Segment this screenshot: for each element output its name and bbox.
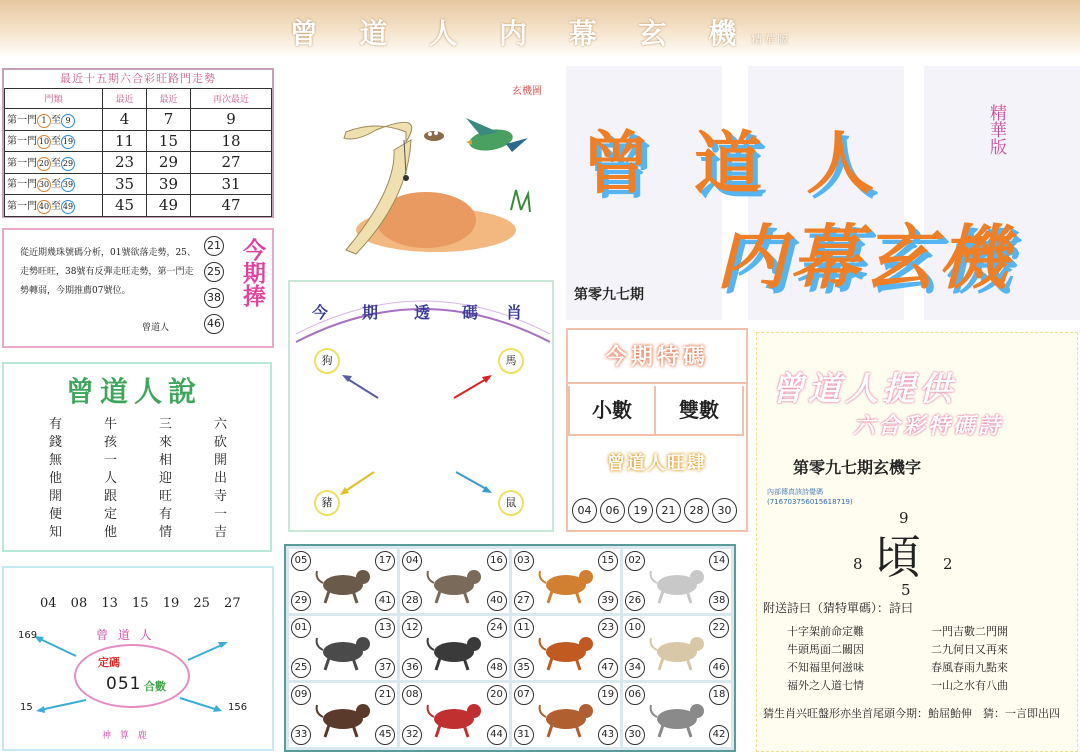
number-ball: 21 <box>375 685 395 705</box>
special-code-wang: 曾道人旺肆 <box>607 453 707 474</box>
table-cell: 39 <box>146 173 190 195</box>
gate-end: 39 <box>61 178 75 192</box>
banner-subtitle: 精華版 <box>751 33 791 46</box>
gate-label: 第一門 <box>7 157 37 169</box>
table-header: 再次最近 <box>190 89 271 109</box>
special-code-header: 今期特碼 <box>568 330 746 384</box>
header-char: 期 <box>362 303 379 322</box>
table-header: 門類 <box>5 89 103 109</box>
header-char: 透 <box>414 303 431 322</box>
number-ball: 26 <box>625 591 645 611</box>
number-ball: 47 <box>598 658 618 678</box>
zodiac-number-grid <box>284 544 736 752</box>
number-ball: 11 <box>514 618 534 638</box>
gate-start: 20 <box>37 157 51 171</box>
table-cell: 27 <box>190 152 271 174</box>
zodiac-cell-tiger <box>512 549 620 613</box>
top-banner <box>0 0 1080 58</box>
gate-separator: 至 <box>51 200 61 212</box>
gift-poem-heading: 附送詩曰（猜特單碼）：詩曰 <box>763 601 914 615</box>
saying-title: 曾道人說 <box>66 375 203 408</box>
number-ball: 14 <box>709 551 729 571</box>
riddle-number-top: 9 <box>899 509 909 527</box>
fax-note-line: (716703756015618719) <box>767 498 853 506</box>
gate-start: 30 <box>37 178 51 192</box>
riddle-number-left: 8 <box>853 555 863 573</box>
code-value: 051 <box>106 674 142 694</box>
header-char: 肖 <box>506 303 523 322</box>
zodiac-riddle-footer: 猜生肖兴旺盤形亦坐首尾頭今期：鮐屈鮐伸 猜：一言即出四 <box>763 707 1060 720</box>
gate-start: 10 <box>37 135 51 149</box>
number-ball: 30 <box>712 498 737 523</box>
gate-end: 49 <box>61 200 75 214</box>
fax-note-line: 內部傳真該詩覺碼 <box>767 488 823 496</box>
zodiac-cell-ox <box>400 549 508 613</box>
number-ball: 42 <box>709 725 729 745</box>
table-row <box>5 173 272 195</box>
zodiac-dog: 狗 <box>314 348 340 374</box>
table-row <box>5 195 272 217</box>
analysis-text: 從近期幾珠號碼分析，01號欲落走勢，25、走勢旺旺，38號有反彈走旺走勢，第一門走勢轉弱，今期推薦07號位。 <box>20 248 196 296</box>
poster-title-line1: 曾道人 <box>582 124 919 204</box>
number-ball: 10 <box>625 618 645 638</box>
table-cell: 29 <box>146 152 190 174</box>
recommended-numbers <box>204 236 224 340</box>
snake-icon <box>424 628 484 672</box>
saying-column: 三來相迎旺有情 <box>159 417 173 540</box>
saying-column: 牛孩一人跟定他 <box>104 417 118 540</box>
tiger-icon <box>536 561 596 605</box>
bird-illustration <box>316 70 556 270</box>
poem-line: 十字架前命定難 <box>787 625 864 638</box>
gate-start: 1 <box>37 114 51 128</box>
analysis-note-panel <box>2 228 274 348</box>
zodiac-cell-horse <box>512 616 620 680</box>
gate-cell <box>5 109 103 131</box>
number-ball: 19 <box>598 685 618 705</box>
code-number-156: 156 <box>228 702 248 713</box>
zodiac-cell-pig <box>623 683 731 747</box>
code-number-15: 15 <box>20 702 33 713</box>
goat-icon <box>647 628 707 672</box>
number-ball: 27 <box>514 591 534 611</box>
dragon-icon <box>313 628 373 672</box>
number-ball: 28 <box>684 498 709 523</box>
code-bottom-label: 神 算 鹿 <box>102 731 150 741</box>
number-ball: 37 <box>375 658 395 678</box>
rooster-icon <box>424 695 484 739</box>
table-cell: 31 <box>190 173 271 195</box>
number-ball: 29 <box>291 591 311 611</box>
provide-subtitle: 六合彩特碼詩 <box>853 413 1004 439</box>
number-ball: 09 <box>291 685 311 705</box>
number-ball: 43 <box>598 725 618 745</box>
ox-icon <box>424 561 484 605</box>
riddle-number-bottom: 5 <box>901 581 911 599</box>
zodiac-cell-rat <box>289 549 397 613</box>
number-ball: 02 <box>625 551 645 571</box>
gate-separator: 至 <box>51 179 61 191</box>
analysis-signature: 曾道人 <box>142 323 170 333</box>
number-ball: 33 <box>291 725 311 745</box>
code-number-169: 169 <box>18 630 38 641</box>
gate-end: 29 <box>61 157 75 171</box>
table-row <box>5 130 272 152</box>
gate-label: 第一門 <box>7 200 37 212</box>
number-ball: 16 <box>487 551 507 571</box>
number-ball: 15 <box>598 551 618 571</box>
title-poster <box>566 66 1076 320</box>
table-row <box>5 152 272 174</box>
poem-line: 不知福里何滋味 <box>787 661 864 674</box>
gate-cell <box>5 130 103 152</box>
table-cell: 18 <box>190 130 271 152</box>
number-ball: 39 <box>598 591 618 611</box>
number-ball: 34 <box>625 658 645 678</box>
gate-label: 第一門 <box>7 136 37 148</box>
number-ball: 46 <box>709 658 729 678</box>
number-ball: 05 <box>291 551 311 571</box>
gate-cell <box>5 173 103 195</box>
pig-icon <box>647 695 707 739</box>
number-ball: 44 <box>487 725 507 745</box>
number-ball: 25 <box>204 262 224 282</box>
table-header: 最近 <box>103 89 147 109</box>
gate-label: 第一門 <box>7 114 37 126</box>
poem-line: 一門吉數二門開 <box>931 625 1008 638</box>
saying-column: 有錢無他開便知 <box>49 417 63 540</box>
header-char: 碼 <box>462 303 479 322</box>
number-ball: 36 <box>402 658 422 678</box>
number-ball: 12 <box>402 618 422 638</box>
number-ball: 28 <box>402 591 422 611</box>
horse-icon <box>536 628 596 672</box>
gate-separator: 至 <box>51 136 61 148</box>
number-ball: 38 <box>709 591 729 611</box>
table-cell: 15 <box>146 130 190 152</box>
table-cell: 9 <box>190 109 271 131</box>
number-ball: 20 <box>487 685 507 705</box>
table-row <box>5 109 272 131</box>
number-ball: 45 <box>375 725 395 745</box>
special-code-numbers <box>572 498 737 523</box>
gate-label: 第一門 <box>7 179 37 191</box>
zodiac-rat: 鼠 <box>498 490 524 516</box>
code-arc-label: 曾 道 人 <box>96 628 155 642</box>
number-ball: 03 <box>514 551 534 571</box>
number-ball: 06 <box>600 498 625 523</box>
riddle-picture <box>316 70 556 270</box>
rat-icon <box>313 561 373 605</box>
trend-table-panel <box>2 68 274 218</box>
number-ball: 01 <box>291 618 311 638</box>
poster-edition: 精華版 <box>986 104 1006 155</box>
header-char: 今 <box>312 303 329 322</box>
special-code-panel <box>566 328 748 532</box>
riddle-char-heading: 第零九七期玄機字 <box>793 458 922 477</box>
table-cell: 47 <box>190 195 271 217</box>
gate-end: 9 <box>61 114 75 128</box>
number-ball: 06 <box>625 685 645 705</box>
gate-cell <box>5 195 103 217</box>
number-ball: 13 <box>375 618 395 638</box>
number-ball: 48 <box>487 658 507 678</box>
number-ball: 21 <box>204 236 224 256</box>
poem-line: 春風春雨九點來 <box>931 661 1008 674</box>
table-cell: 4 <box>103 109 147 131</box>
trend-table <box>4 88 272 217</box>
this-issue-label: 今期捧 <box>239 238 266 307</box>
zodiac-cell-monkey <box>289 683 397 747</box>
gift-poem-right <box>931 623 1008 695</box>
riddle-character: 頃 <box>875 530 921 584</box>
number-ball: 46 <box>204 314 224 334</box>
number-ball: 08 <box>402 685 422 705</box>
poem-line: 一山之水有八曲 <box>931 679 1008 692</box>
poem-line: 二九何日又再來 <box>931 643 1008 656</box>
number-ball: 23 <box>598 618 618 638</box>
monkey-icon <box>313 695 373 739</box>
number-ball: 04 <box>402 551 422 571</box>
banner-title: 曾 道 人 内 幕 玄 機 <box>289 17 753 50</box>
provide-title: 曾道人提供 <box>771 369 956 408</box>
fixed-code-panel <box>2 566 274 751</box>
zodiac-cell-snake <box>400 616 508 680</box>
number-ball: 21 <box>656 498 681 523</box>
saying-panel <box>2 362 272 552</box>
code-number-row: 04 08 13 15 19 25 27 <box>40 596 241 611</box>
table-cell: 23 <box>103 152 147 174</box>
riddle-number-right: 2 <box>943 555 953 573</box>
saying-column: 六砍開出寺一吉 <box>214 417 228 540</box>
fax-note <box>767 487 853 507</box>
number-ball: 19 <box>628 498 653 523</box>
number-ball: 31 <box>514 725 534 745</box>
dog-icon <box>536 695 596 739</box>
gate-cell <box>5 152 103 174</box>
number-ball: 07 <box>514 685 534 705</box>
special-poem-panel <box>756 332 1078 752</box>
number-ball: 38 <box>204 288 224 308</box>
number-ball: 41 <box>375 591 395 611</box>
poster-issue: 第零九七期 <box>574 287 644 303</box>
number-ball: 40 <box>487 591 507 611</box>
number-ball: 18 <box>709 685 729 705</box>
code-suffix: 合數 <box>144 680 166 693</box>
gate-start: 40 <box>37 200 51 214</box>
gate-separator: 至 <box>51 157 61 169</box>
picture-label: 玄機圖 <box>512 86 542 97</box>
zodiac-horse: 馬 <box>498 348 524 374</box>
gate-end: 19 <box>61 135 75 149</box>
special-code-small: 小數 <box>568 386 656 436</box>
table-cell: 45 <box>103 195 147 217</box>
number-ball: 17 <box>375 551 395 571</box>
number-ball: 24 <box>487 618 507 638</box>
zodiac-cell-rabbit <box>623 549 731 613</box>
zodiac-cell-goat <box>623 616 731 680</box>
special-code-even: 雙數 <box>656 386 744 436</box>
number-ball: 32 <box>402 725 422 745</box>
table-cell: 11 <box>103 130 147 152</box>
gift-poem-left <box>787 623 864 695</box>
code-label: 定碼 <box>98 656 120 669</box>
rabbit-icon <box>647 561 707 605</box>
zodiac-cell-dragon <box>289 616 397 680</box>
poster-title-line2: 内幕玄機 <box>716 216 1012 299</box>
table-cell: 7 <box>146 109 190 131</box>
number-ball: 22 <box>709 618 729 638</box>
table-cell: 49 <box>146 195 190 217</box>
zodiac-cell-dog <box>512 683 620 747</box>
zodiac-pig: 豬 <box>314 490 340 516</box>
table-header: 最近 <box>146 89 190 109</box>
table-cell: 35 <box>103 173 147 195</box>
gate-separator: 至 <box>51 114 61 126</box>
number-ball: 04 <box>572 498 597 523</box>
number-ball: 35 <box>514 658 534 678</box>
zodiac-direction-panel <box>288 280 554 532</box>
trend-table-caption: 最近十五期六合彩旺路門走勢 <box>60 72 216 85</box>
zodiac-cell-rooster <box>400 683 508 747</box>
number-ball: 30 <box>625 725 645 745</box>
number-ball: 25 <box>291 658 311 678</box>
poem-line: 福外之人道七情 <box>787 679 864 692</box>
poem-line: 牛頭馬面二關因 <box>787 643 864 656</box>
